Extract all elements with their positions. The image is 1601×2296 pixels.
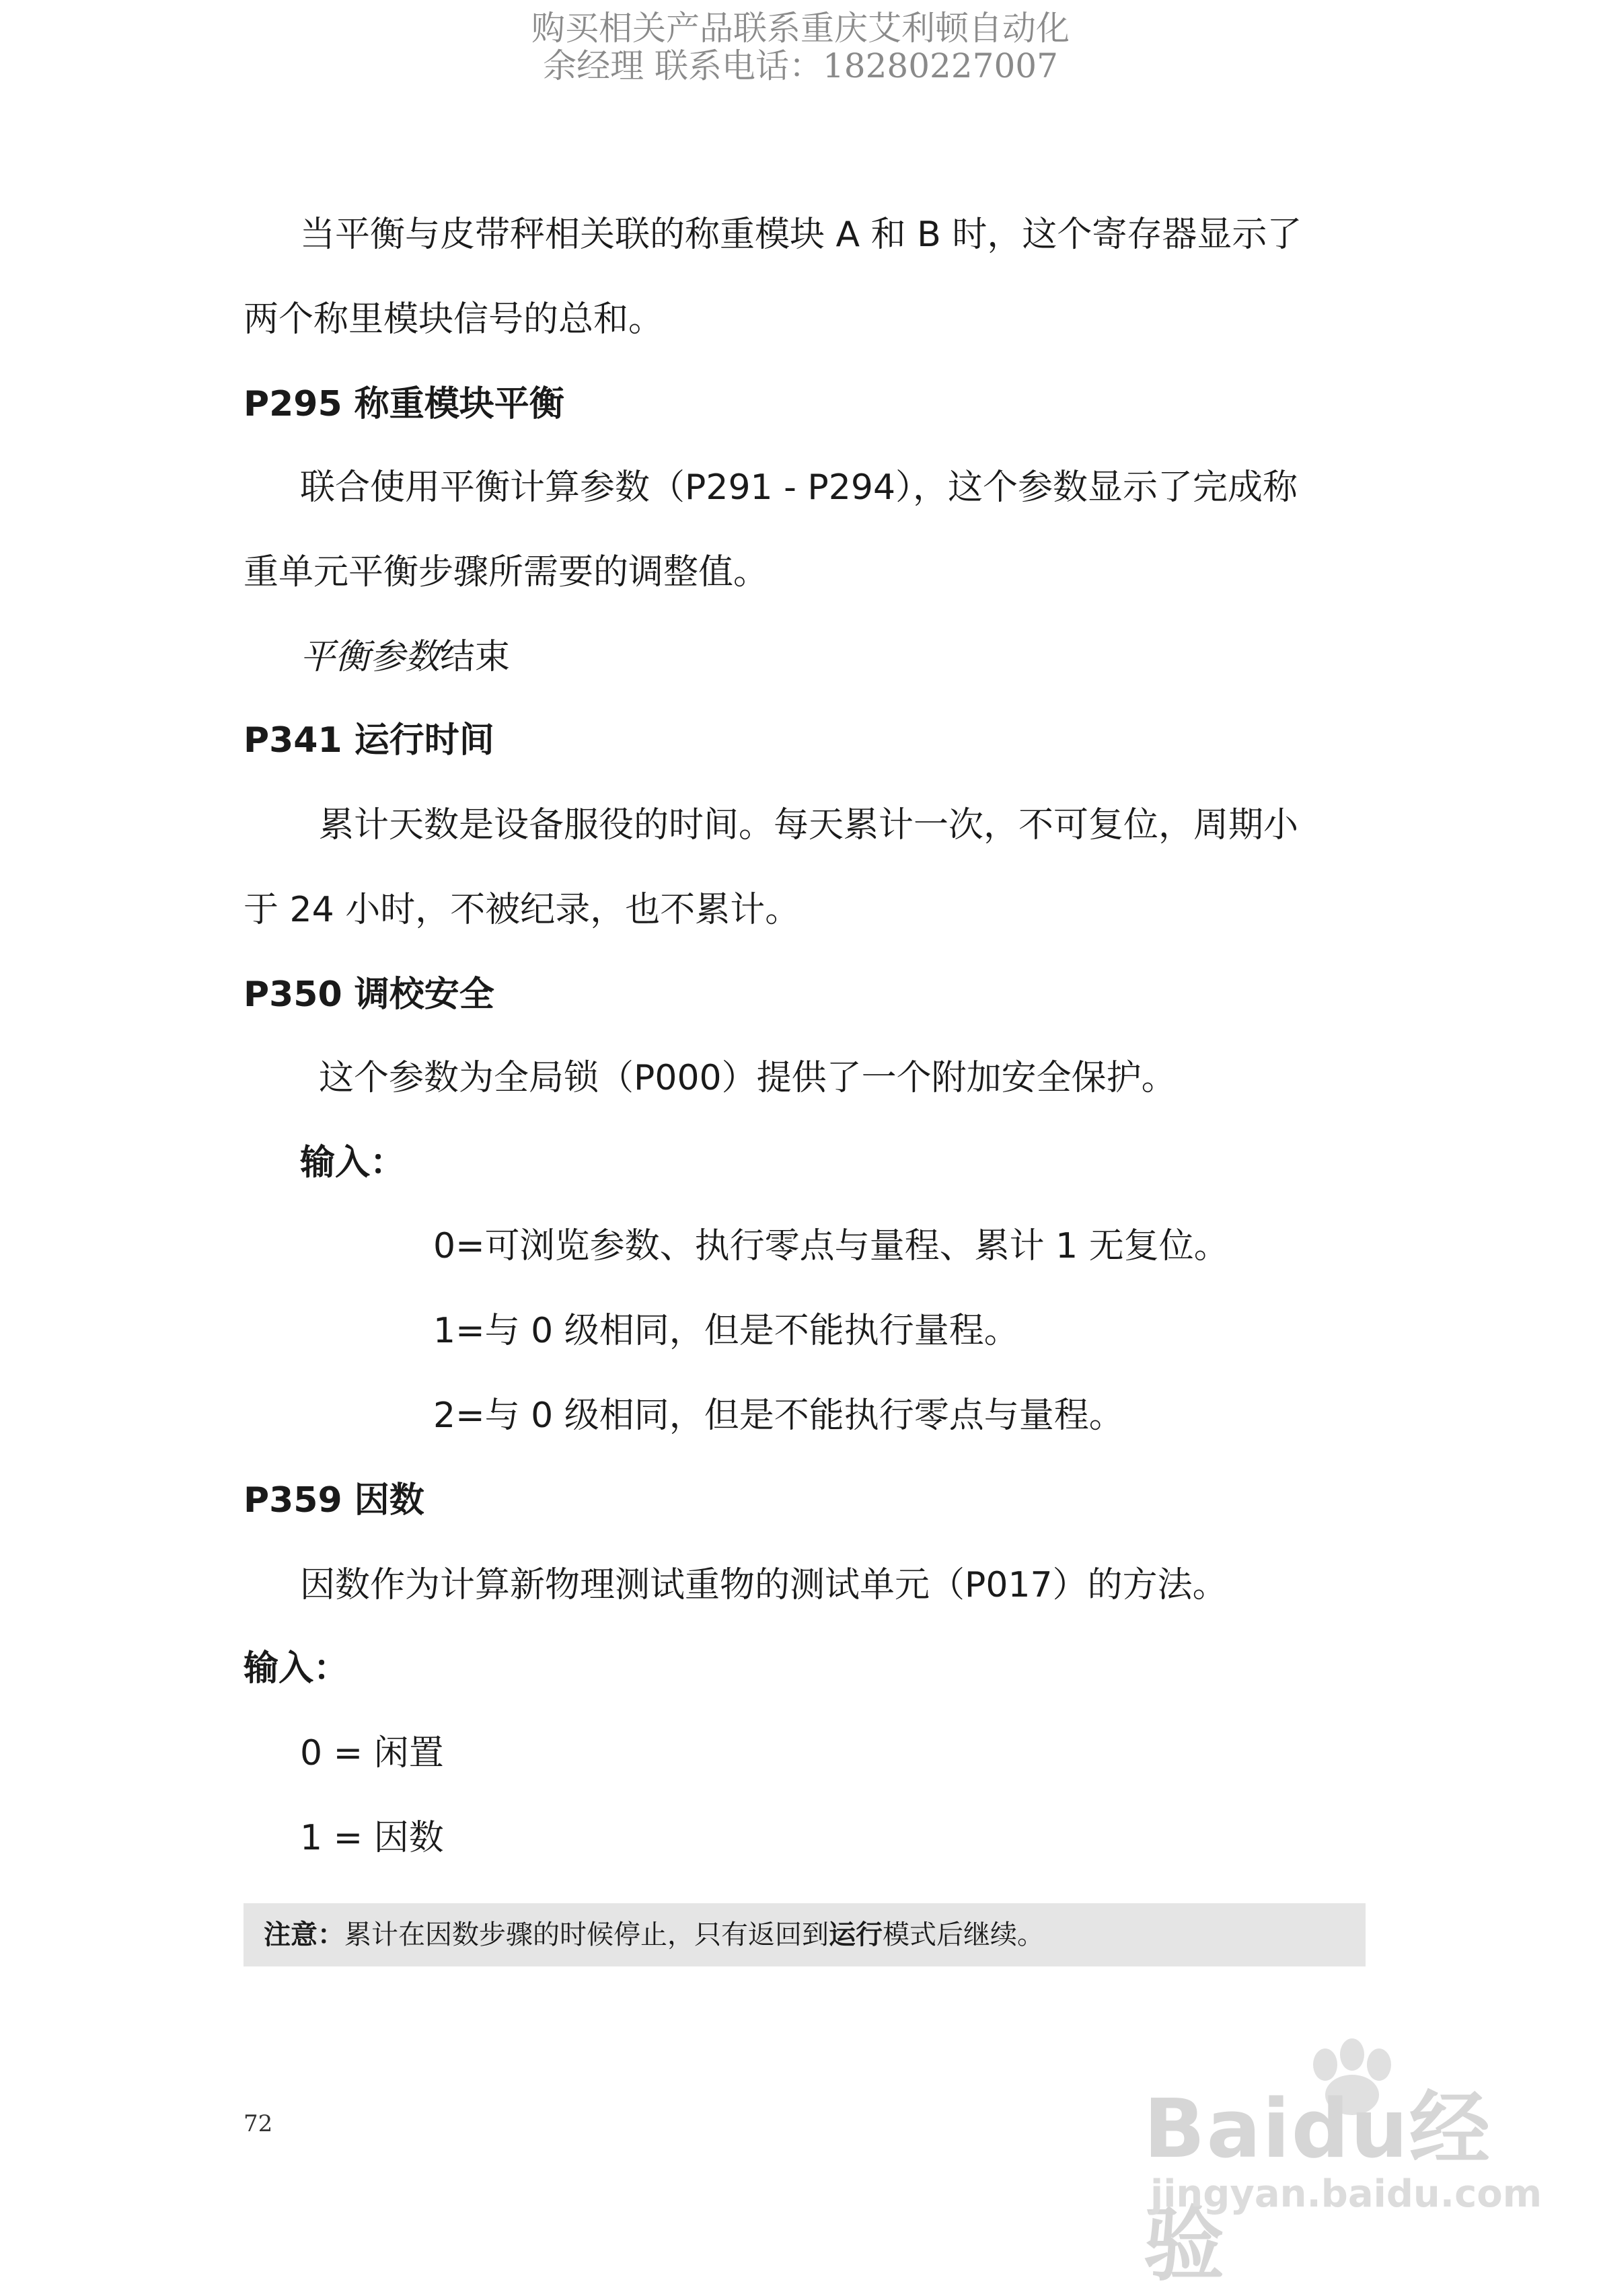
paragraph-2-line-1: 联合使用平衡计算参数（P291 - P294），这个参数显示了完成称	[300, 467, 1298, 508]
option-2: 2=与 0 级相同，但是不能执行零点与量程。	[433, 1395, 1124, 1436]
balance-params-italic: 平衡参数	[300, 637, 441, 677]
note-bold-run: 运行	[829, 1919, 883, 1950]
paragraph-5: 因数作为计算新物理测试重物的测试单元（P017）的方法。	[300, 1565, 1228, 1605]
page-number: 72	[244, 2110, 273, 2137]
factor-option-0: 0 = 闲置	[300, 1733, 444, 1773]
paragraph-2-line-2: 重单元平衡步骤所需要的调整值。	[244, 552, 769, 592]
paragraph-1-line-2: 两个称里模块信号的总和。	[244, 299, 664, 340]
paragraph-1-line-1: 当平衡与皮带秤相关联的称重模块 A 和 B 时，这个寄存器显示了	[300, 215, 1302, 255]
note-text-b: 模式后继续。	[883, 1919, 1044, 1950]
note-label: 注意：	[264, 1919, 344, 1950]
watermark-logo: Baidu经验	[1144, 2083, 1491, 2292]
note-box	[244, 1903, 1366, 1966]
paragraph-3-line-1: 累计天数是设备服役的时间。每天累计一次，不可复位，周期小	[319, 805, 1299, 845]
factor-option-1: 1 = 因数	[300, 1818, 444, 1858]
heading-p359: P359 因数	[244, 1480, 424, 1521]
paragraph-3-line-2: 于 24 小时，不被纪录，也不累计。	[244, 890, 801, 930]
input-label-2: 输入：	[244, 1648, 349, 1689]
watermark-url: jingyan.baidu.com	[1150, 2172, 1542, 2216]
header-line-1: 购买相关产品联系重庆艾利顿自动化	[531, 9, 1070, 48]
header-line-2: 余经理 联系电话：18280227007	[543, 46, 1058, 85]
note-text-a: 累计在因数步骤的时候停止，只有返回到	[344, 1919, 829, 1950]
heading-p295: P295 称重模块平衡	[244, 384, 564, 424]
input-label-1: 输入：	[300, 1143, 406, 1183]
balance-end-line	[300, 634, 510, 681]
heading-p350: P350 调校安全	[244, 974, 494, 1015]
paragraph-4: 这个参数为全局锁（P000）提供了一个附加安全保护。	[319, 1058, 1177, 1098]
heading-p341: P341 运行时间	[244, 720, 494, 761]
option-1: 1=与 0 级相同，但是不能执行量程。	[433, 1311, 1019, 1351]
end-word: 结束	[440, 637, 511, 677]
note-text	[264, 1903, 1044, 1966]
option-0: 0=可浏览参数、执行零点与量程、累计 1 无复位。	[433, 1226, 1229, 1266]
baidu-watermark	[1144, 2038, 1542, 2292]
